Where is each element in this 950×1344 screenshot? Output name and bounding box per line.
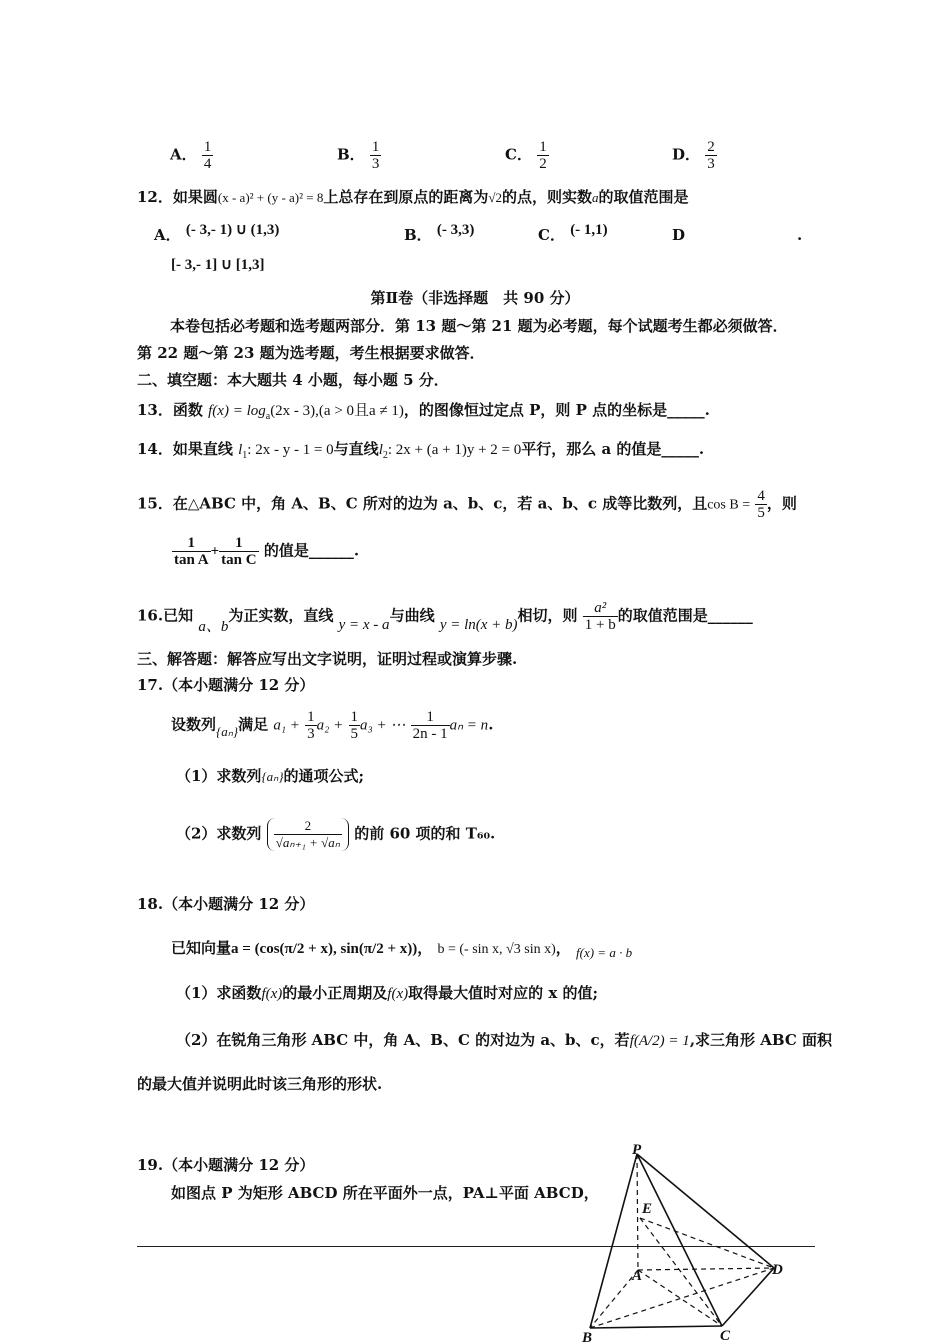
q11-option-c: C． $\frac{1}{2}$ [505, 139, 547, 172]
label-e: E [642, 1201, 653, 1217]
q17-part-2: （2）求数列 $\frac{2}{\text{√aₙ₊₁ + √aₙ}}$ 的前 60 项的和 T₆₀. [176, 818, 496, 850]
q11-option-d: D． $\frac{2}{3}$ [672, 139, 715, 172]
q12-option-d-value: [- 3,- 1] ∪ [1,3] [171, 257, 265, 273]
part2-title: 第Ⅱ卷（非选择题 共 90 分） [370, 289, 580, 307]
edge-ed [640, 1218, 774, 1268]
pyramid-figure [572, 1140, 802, 1344]
q18-part-2: （2）在锐角三角形 ABC 中，角 A、B、C 的对边为 a、b、c，若f(A/2) = 1,求三角形 ABC 面积 [176, 1031, 833, 1049]
q18-stem: 已知向量a = (cos(π/2 + x), sin(π/2 + x))， b = (- sin x, √3 sin x)， f(x) = a · b [171, 939, 633, 960]
part2-intro-2: 第 22 题～第 23 题为选考题，考生根据要求做答． [137, 344, 485, 362]
edge-ac [638, 1270, 722, 1326]
label-a: A [632, 1268, 643, 1284]
q19-title: 19.（本小题满分 12 分） [137, 1156, 315, 1174]
edge-pa [637, 1154, 638, 1270]
q12-option-c: C． (- 1,1) [538, 222, 608, 244]
edge-pd [637, 1154, 774, 1268]
q12-stem: 12．如果圆(x - a)² + (y - a)² = 8上总存在到原点的距离为√2的点，则实数a的取值范围是 [137, 188, 689, 206]
q12-option-a: A． (- 3,- 1) ∪ (1,3) [154, 222, 280, 244]
label-c: C [720, 1328, 731, 1344]
q12-option-b: B． (- 3,3) [404, 222, 475, 244]
label-p: P [632, 1142, 642, 1158]
q19-stem: 如图点 P 为矩形 ABCD 所在平面外一点，PA⊥平面 ABCD， [171, 1184, 599, 1202]
label-b: B [582, 1330, 593, 1344]
q16: 16.已知 a、b为正实数，直线 y = x - a与曲线 y = ln(x + b)相切，则 $\frac{\text{a²}}{1 + b}$ 的取值范围是______ [137, 600, 753, 635]
q15-expression: $\frac{1}{\text{tan A}}$ + $\frac{1}{\text{tan C}}$ 的值是______. [174, 535, 360, 568]
q17-part-1: （1）求数列{aₙ}的通项公式; [176, 767, 365, 785]
q17-stem: 设数列{aₙ}满足 a₁ + $\frac{1}{3}$ a₂ + $\frac{1}{5}$ a₃ + ⋯ $\frac{1}{2n - 1}$ aₙ = n. [171, 709, 494, 742]
edge-ec [640, 1218, 722, 1326]
edge-pc [637, 1154, 722, 1326]
q17-title: 17.（本小题满分 12 分） [137, 676, 315, 694]
edge-pb [590, 1154, 637, 1328]
section-fill-in: 二、填空题：本大题共 4 小题，每小题 5 分． [137, 371, 449, 389]
edge-bc [590, 1326, 722, 1328]
q12-option-d: D [672, 226, 686, 244]
edge-ad [638, 1268, 774, 1270]
q12-option-d-dot: . [797, 226, 803, 244]
q15-stem: 15．在△ABC 中，角 A、B、C 所对的边为 a、b、c，若 a、b、c 成等比数列，且cos B = $\frac{4}{5}$ ，则 [137, 488, 797, 521]
q18-part-2-cont: 的最大值并说明此时该三角形的形状. [137, 1075, 383, 1093]
part2-intro-1: 本卷包括必考题和选考题两部分．第 13 题～第 21 题为必考题，每个试题考生都必须做答． [170, 317, 788, 335]
q11-option-b: B． $\frac{1}{3}$ [337, 139, 380, 172]
section-solutions: 三、解答题：解答应写出文字说明，证明过程或演算步骤. [137, 650, 518, 668]
label-d: D [772, 1262, 783, 1278]
q13: 13．函数 $f(x) = \log_a(2x - 3),(a > 0$且a ≠ 1)，的图像恒过定点 P，则 P 点的坐标是_____. [137, 401, 710, 422]
q18-part-1: （1）求函数f(x)的最小正周期及f(x)取得最大值时对应的 x 的值; [176, 984, 599, 1002]
q11-option-a: A． $\frac{1}{4}$ [170, 139, 212, 172]
q18-title: 18.（本小题满分 12 分） [137, 895, 315, 913]
q14: 14．如果直线 $l_1$: 2x - y - 1 = 0与直线$l_2$: 2x + (a + 1)y + 2 = 0平行，那么 a 的值是_____. [137, 440, 705, 461]
